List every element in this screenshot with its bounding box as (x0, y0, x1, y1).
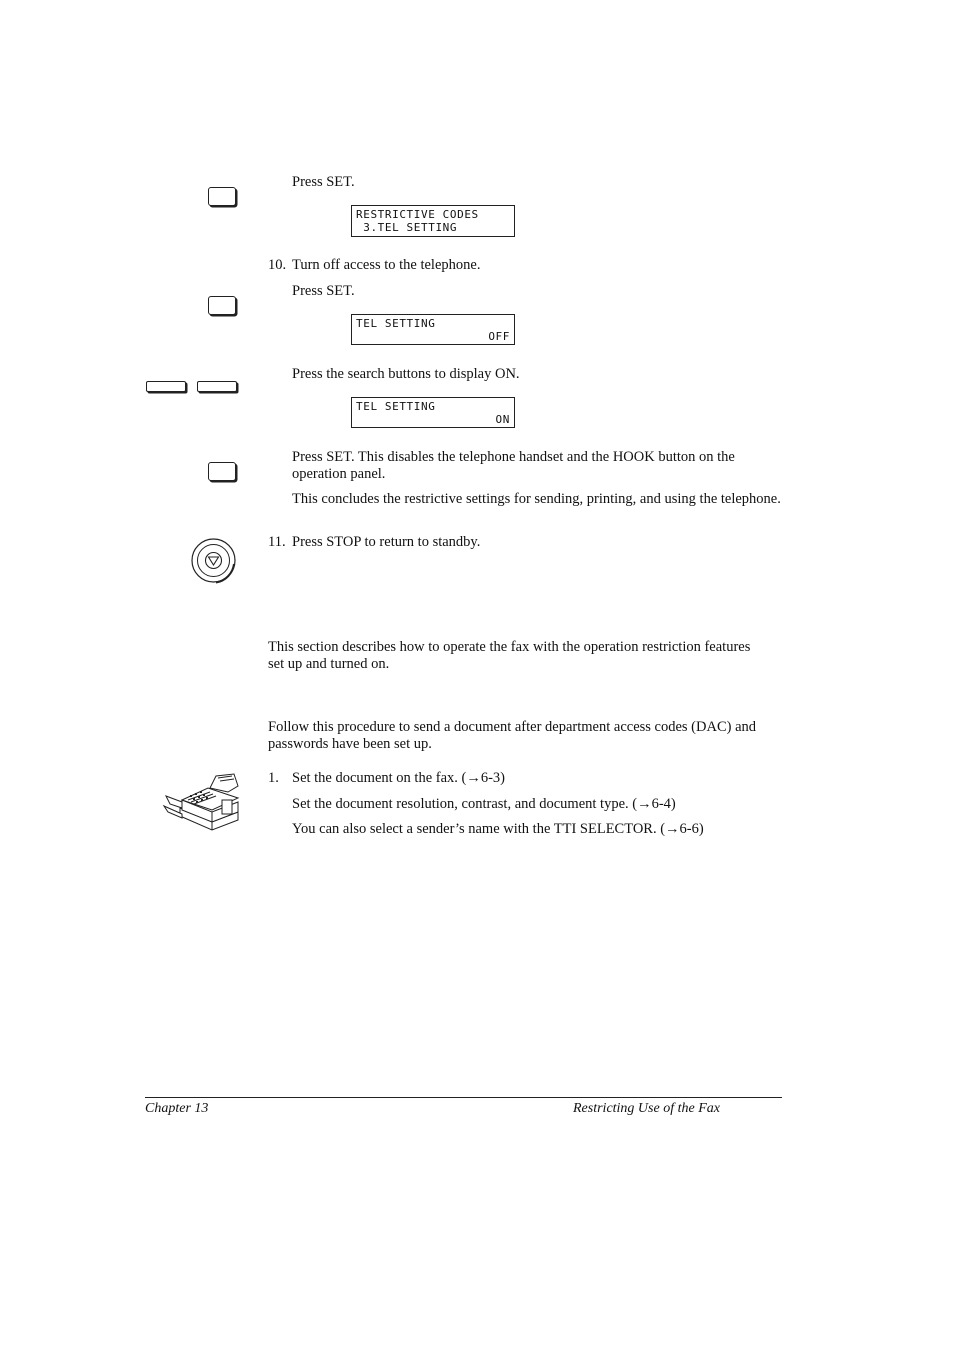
search-key-icon (197, 381, 237, 392)
step-number: 10. (268, 257, 287, 273)
set-key-icon (208, 187, 236, 206)
footer-title: Restricting Use of the Fax (573, 1101, 720, 1116)
set-key-icon (208, 462, 236, 481)
lcd-line-2: ON (495, 413, 510, 426)
footer-chapter: Chapter 13 (145, 1101, 209, 1116)
lcd-line-2: 3.TEL SETTING (356, 221, 458, 234)
set-key-icon (208, 296, 236, 315)
footer-rule (145, 1097, 782, 1098)
step-text: Press STOP to return to standby. (292, 534, 481, 550)
step-text: You can also select a sender’s name with the TTI SELECTOR. (→6-6) (292, 821, 704, 837)
fax-machine-icon (160, 770, 242, 838)
step-text: Set the document resolution, contrast, and document type. (→6-4) (292, 796, 676, 812)
lcd-line-2: OFF (488, 330, 510, 343)
step-text: Press SET. (292, 174, 355, 190)
lcd-line-1: TEL SETTING (356, 317, 436, 330)
stop-button-icon (190, 537, 240, 585)
search-key-icon (146, 381, 186, 392)
lcd-line-1: TEL SETTING (356, 400, 436, 413)
step-text: This concludes the restrictive settings for sending, printing, and using the telephone. (292, 491, 781, 507)
step-text: Press SET. This disables the telephone handset and the HOOK button on the operation panel. (292, 449, 735, 482)
step-number: 11. (268, 534, 286, 550)
lcd-line-1: RESTRICTIVE CODES (356, 208, 479, 221)
step-text: Press SET. (292, 283, 355, 299)
step-text: Set the document on the fax. (→6-3) (292, 770, 506, 786)
section-intro: This section describes how to operate the fax with the operation restriction features set up and turned on. (268, 639, 751, 672)
step-text: Press the search buttons to display ON. (292, 366, 520, 382)
lcd-display (351, 397, 515, 428)
step-text: Turn off access to the telephone. (292, 257, 481, 273)
lcd-display (351, 205, 515, 237)
lcd-display (351, 314, 515, 345)
section-follow: Follow this procedure to send a document after department access codes (DAC) and passwords have been set up. (268, 719, 757, 752)
step-number: 1. (268, 770, 279, 786)
